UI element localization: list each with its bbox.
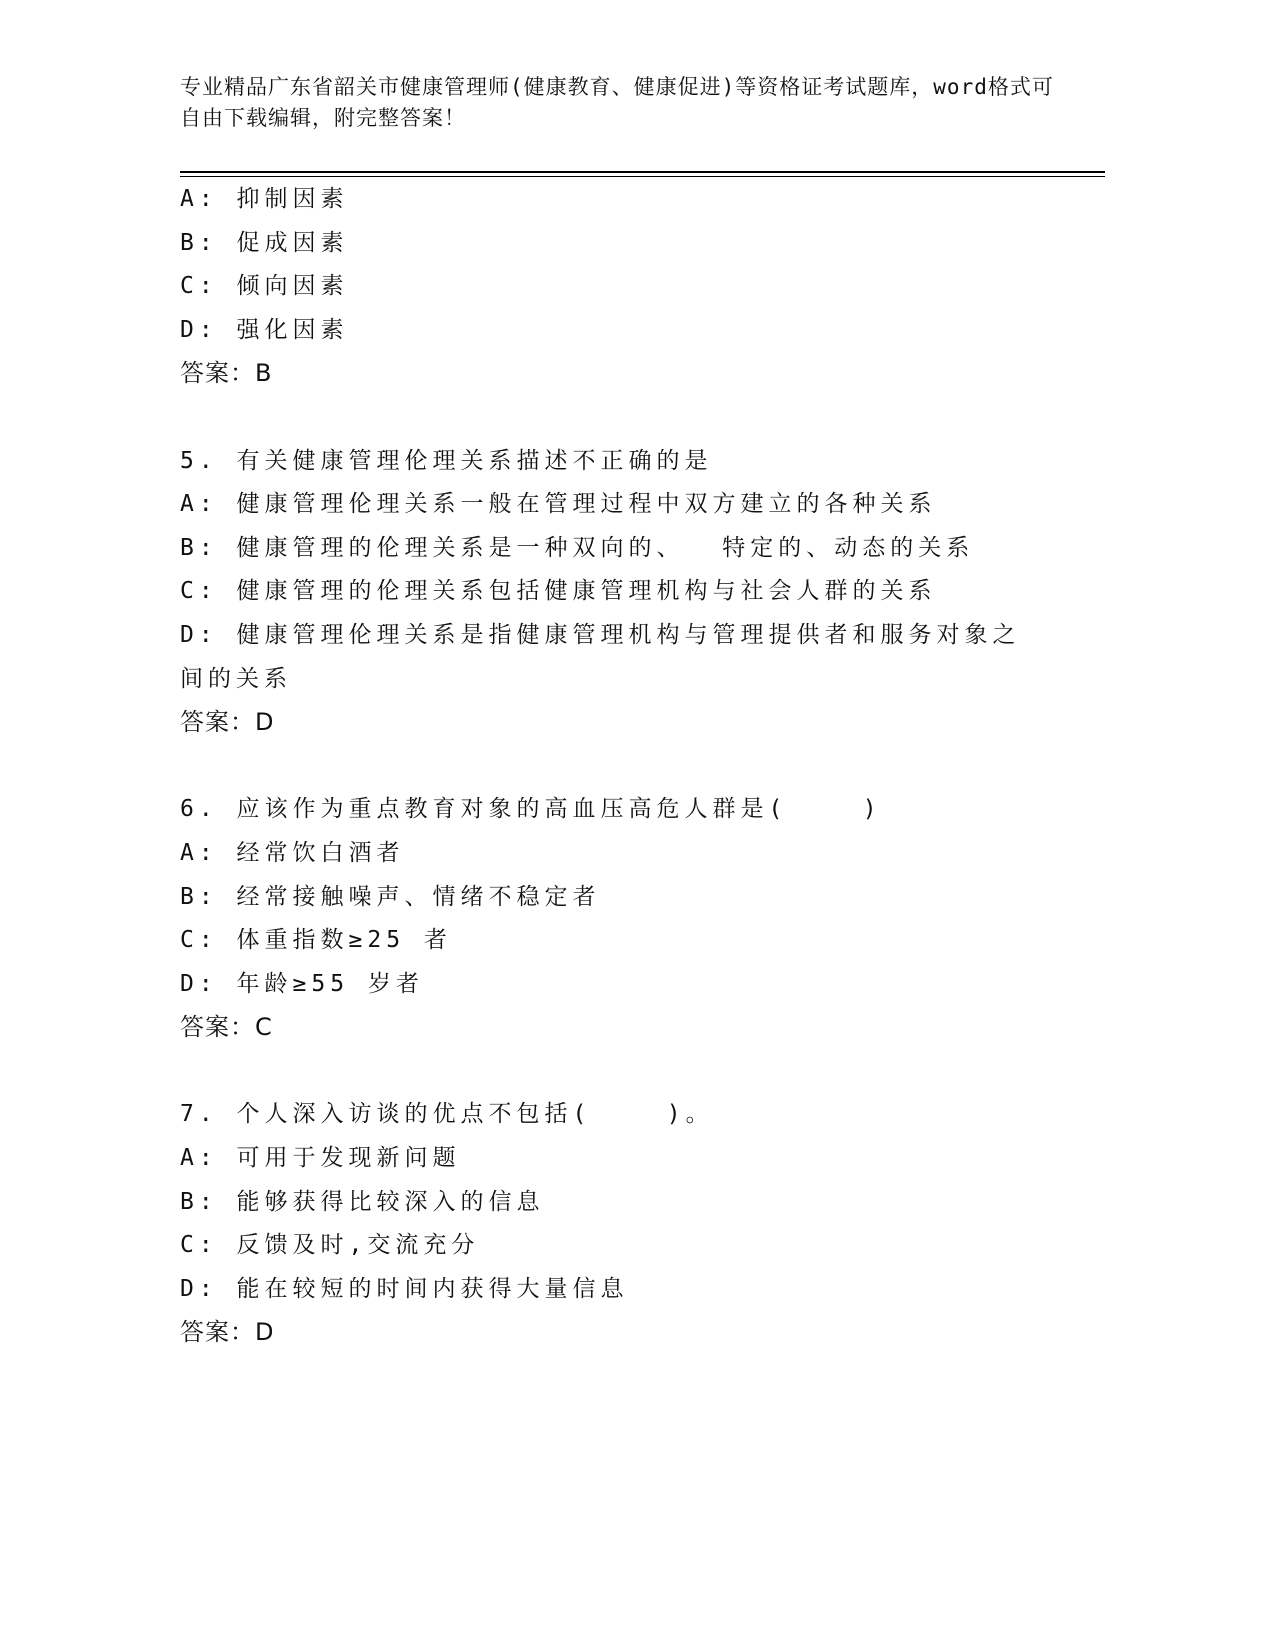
option-c: C: 反馈及时,交流充分 (180, 1232, 480, 1259)
answer: 答案：C (180, 1013, 273, 1042)
option-b: B: 经常接触噪声、情绪不稳定者 (180, 883, 601, 910)
option-c: C: 体重指数≥25 者 (180, 927, 452, 954)
option-b: B: 促成因素 (180, 229, 349, 256)
question-7 (180, 1093, 1040, 1355)
header-divider-thin (180, 176, 1105, 177)
option-d: D: 强化因素 (180, 316, 349, 343)
option-a: A: 抑制因素 (180, 186, 349, 212)
answer: 答案：D (180, 708, 275, 737)
option-a: A: 经常饮白酒者 (180, 839, 405, 866)
option-c: C: 健康管理的伦理关系包括健康管理机构与社会人群的关系 (180, 578, 937, 605)
option-d: D: 能在较短的时间内获得大量信息 (180, 1275, 629, 1302)
question-5 (180, 440, 1040, 745)
option-d: D: 年龄≥55 岁者 (180, 970, 424, 997)
answer: 答案：B (180, 359, 273, 388)
header-divider (180, 171, 1105, 173)
question-stem: 6. 应该作为重点教育对象的高血压高危人群是( ) (180, 796, 882, 823)
option-b: B: 健康管理的伦理关系是一种双向的、 特定的、动态的关系 (180, 534, 975, 561)
document-header: 专业精品广东省韶关市健康管理师(健康教育、健康促进)等资格证考试题库，word格式可自由下载编辑，附完整答案！ (180, 75, 1054, 130)
answer: 答案：D (180, 1318, 275, 1347)
option-d: D: 健康管理伦理关系是指健康管理机构与管理提供者和服务对象之间的关系 (180, 621, 1021, 692)
option-c: C: 倾向因素 (180, 273, 349, 300)
question-4-tail (180, 178, 1040, 396)
question-stem: 5. 有关健康管理伦理关系描述不正确的是 (180, 447, 713, 474)
question-stem: 7. 个人深入访谈的优点不包括( )。 (180, 1101, 714, 1128)
question-6 (180, 788, 1040, 1050)
option-a: A: 可用于发现新问题 (180, 1145, 461, 1172)
option-a: A: 健康管理伦理关系一般在管理过程中双方建立的各种关系 (180, 491, 937, 518)
question-list (180, 178, 1040, 1355)
option-b: B: 能够获得比较深入的信息 (180, 1188, 545, 1215)
